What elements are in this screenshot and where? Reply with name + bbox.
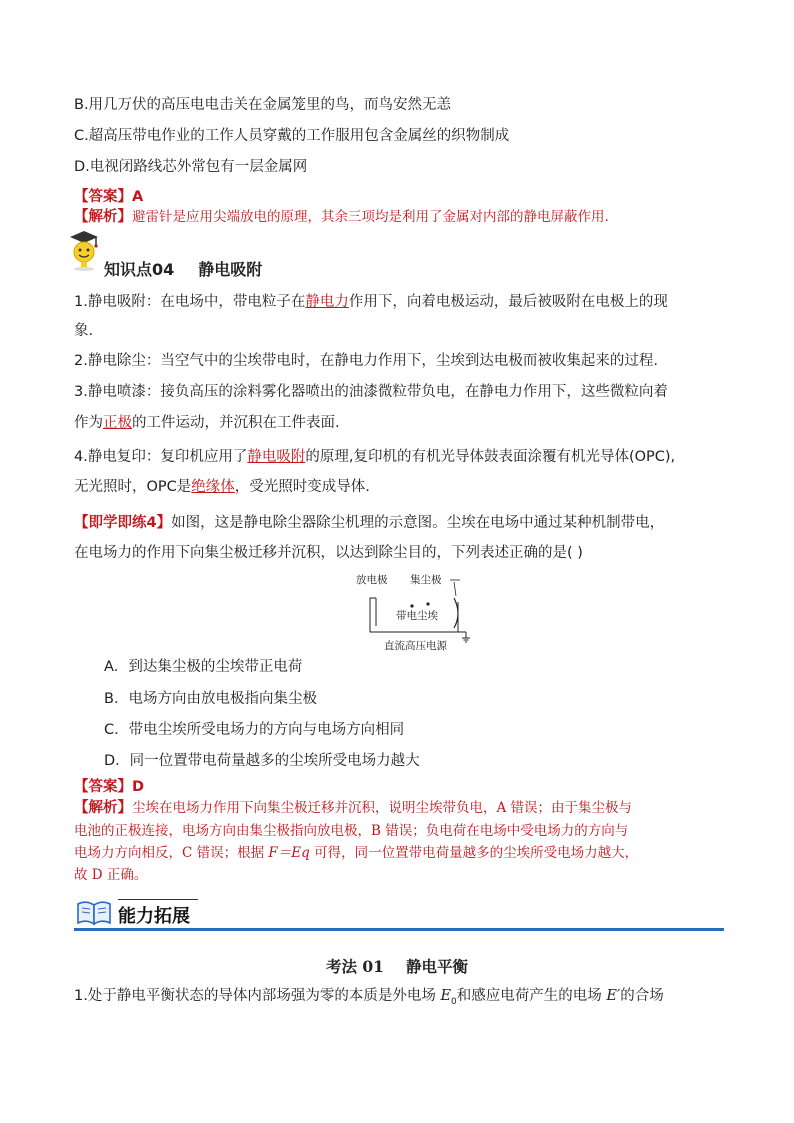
choice-a: A．到达集尘极的尘埃带正电荷 xyxy=(104,659,303,675)
label-discharge-electrode: 放电极 xyxy=(356,574,388,586)
answer-value: A xyxy=(132,189,144,205)
method-heading xyxy=(0,955,794,977)
practice-text: 如图，这是静电除尘器除尘机理的示意图。尘埃在电场中通过某种机制带电， xyxy=(171,515,665,531)
highlight-term: 正极 xyxy=(103,415,132,431)
circuit-drawing xyxy=(350,568,480,652)
highlight-term: 绝缘体 xyxy=(191,479,235,495)
analysis-label: 【解析】 xyxy=(74,800,132,816)
choice-d: D．同一位置带电荷量越多的尘埃所受电场力越大 xyxy=(104,753,420,769)
analysis-2-line-1 xyxy=(74,798,632,818)
label-charged-dust: 带电尘埃 xyxy=(396,610,438,622)
practice-line-1 xyxy=(74,513,664,533)
point-3-line-1: 3.静电喷漆：接负高压的涂料雾化器喷出的油漆微粒带负电，在静电力作用下，这些微粒向着 xyxy=(74,384,668,400)
method-title: 静电平衡 xyxy=(405,957,468,976)
point-text: ，受光照时变成导体. xyxy=(234,479,370,495)
analysis-2-line-4: 故 D 正确。 xyxy=(74,867,148,883)
highlight-term: 静电力 xyxy=(305,294,349,310)
body-text: 的合场 xyxy=(620,988,664,1004)
point-4-line-2 xyxy=(74,477,370,497)
point-text: 的原理,复印机的有机光导体鼓表面涂覆有机光导体(OPC), xyxy=(305,449,676,465)
answer-label: 【答案】 xyxy=(74,779,132,795)
option-d: D.电视闭路线芯外常包有一层金属网 xyxy=(74,159,308,175)
analysis-label: 【解析】 xyxy=(74,209,132,225)
method-number: 考法 01 xyxy=(326,957,384,976)
practice-line-2: 在电场力的作用下向集尘极迁移并沉积，以达到除尘目的，下列表述正确的是( ) xyxy=(74,545,583,561)
symbol-subscript: 0 xyxy=(451,996,457,1007)
option-b: B.用几万伏的高压电电击关在金属笼里的鸟，而鸟安然无恙 xyxy=(74,97,452,113)
analysis-text: 电场力方向相反，C 错误；根据 xyxy=(74,845,269,861)
point-4-line-1 xyxy=(74,447,675,467)
analysis-text: 避雷针是应用尖端放电的原理，其余三项均是利用了金属对内部的静电屏蔽作用. xyxy=(132,209,609,225)
point-text: 1.静电吸附：在电场中，带电粒子在 xyxy=(74,294,306,310)
label-dc-power-source: 直流高压电源 xyxy=(384,640,447,652)
scholar-mascot-icon xyxy=(68,229,100,271)
body-text: 1.处于静电平衡状态的导体内部场强为零的本质是外电场 xyxy=(74,988,441,1004)
choice-b: B．电场方向由放电极指向集尘极 xyxy=(104,691,317,707)
section-divider xyxy=(74,928,724,931)
answer-2 xyxy=(74,777,144,797)
analysis-text: 尘埃在电场力作用下向集尘极迁移并沉积，说明尘埃带负电，A 错误；由于集尘极与 xyxy=(132,800,633,816)
choice-c: C．带电尘埃所受电场力的方向与电场方向相同 xyxy=(104,722,405,738)
point-1-line-1 xyxy=(74,292,668,312)
symbol-e: E xyxy=(440,988,452,1004)
bottom-line xyxy=(74,986,664,1012)
label-collector-electrode: 集尘极 xyxy=(410,574,442,586)
answer-1 xyxy=(74,187,143,207)
symbol-e-prime: E′ xyxy=(606,988,621,1004)
answer-label: 【答案】 xyxy=(74,189,132,205)
section-title: 能力拓展 xyxy=(118,906,190,927)
point-text: 4.静电复印：复印机应用了 xyxy=(74,449,248,465)
point-3-line-2 xyxy=(74,413,340,433)
analysis-2-line-2: 电池的正极连接，电场方向由集尘极指向放电极，B 错误；负电荷在电场中受电场力的方向与 xyxy=(74,823,629,839)
section-top-rule xyxy=(118,899,198,900)
open-book-icon xyxy=(74,896,114,928)
formula: F＝Eq xyxy=(268,845,310,861)
practice-label: 【即学即练4】 xyxy=(74,515,172,531)
body-text: 和感应电荷产生的电场 xyxy=(456,988,607,1004)
knowledge-title: 静电吸附 xyxy=(198,260,263,279)
analysis-text: 可得，同一位置带电荷量越多的尘埃所受电场力越大， xyxy=(309,845,639,861)
point-text: 的工件运动，并沉积在工件表面. xyxy=(132,415,340,431)
point-text: 作为 xyxy=(74,415,103,431)
point-1-line-2: 象. xyxy=(74,323,94,339)
analysis-2-line-3 xyxy=(74,843,638,863)
answer-value: D xyxy=(132,779,145,795)
option-c: C.超高压带电作业的工作人员穿戴的工作服用包含金属丝的织物制成 xyxy=(74,128,510,144)
electrostatic-precipitator-diagram xyxy=(350,568,480,652)
knowledge-point-heading xyxy=(104,257,262,280)
knowledge-number: 知识点04 xyxy=(104,260,175,279)
highlight-term: 静电吸附 xyxy=(247,449,306,465)
analysis-1 xyxy=(74,207,609,227)
point-2: 2.静电除尘：当空气中的尘埃带电时，在静电力作用下，尘埃到达电极而被收集起来的过程. xyxy=(74,353,658,369)
point-text: 无光照时，OPC是 xyxy=(74,479,192,495)
point-text: 作用下，向着电极运动，最后被吸附在电极上的现 xyxy=(348,294,668,310)
